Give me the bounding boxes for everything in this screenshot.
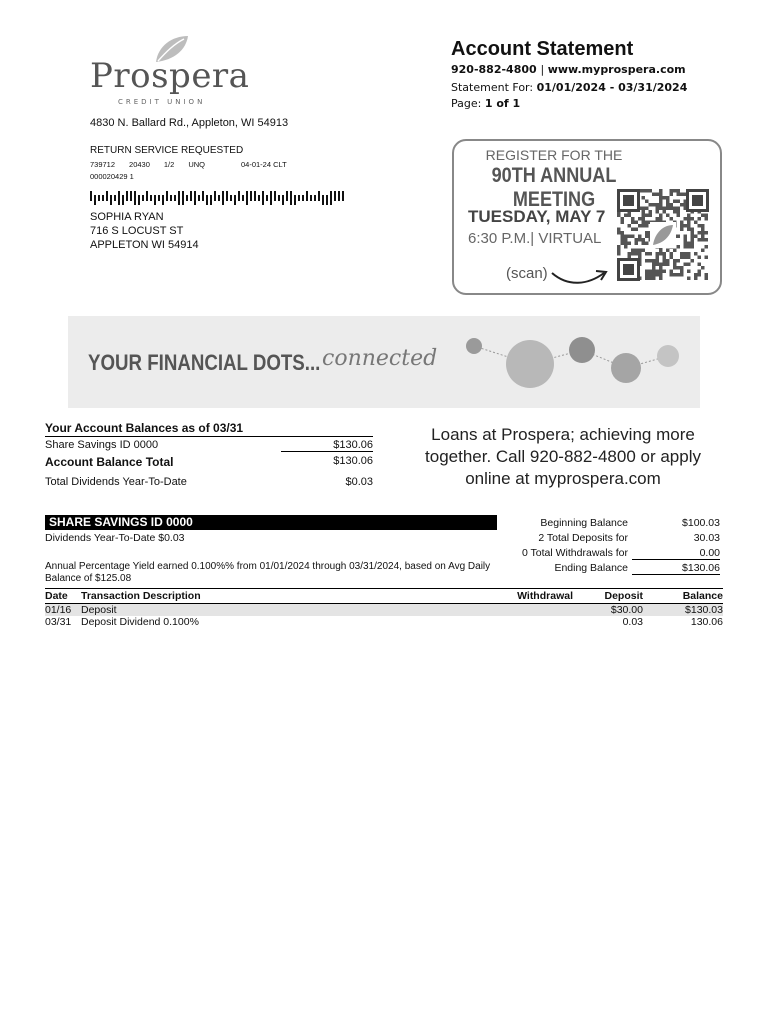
curved-arrow-icon bbox=[550, 265, 610, 287]
txn-balance: 130.06 bbox=[690, 616, 723, 628]
summary-label: 2 Total Deposits for bbox=[538, 532, 628, 544]
column-header-withdrawal: Withdrawal bbox=[501, 589, 573, 604]
balance-value: $0.03 bbox=[345, 476, 373, 488]
balance-row-total bbox=[45, 455, 373, 469]
balance-value: $130.06 bbox=[281, 439, 373, 452]
txn-date: 01/16 bbox=[45, 604, 81, 617]
page-value: 1 of 1 bbox=[484, 97, 521, 110]
statement-title: Account Statement bbox=[451, 38, 634, 60]
loans-promo-text: Loans at Prospera; achieving more together. Call 920-882-4800 or apply online at myprospera.com bbox=[425, 425, 701, 488]
table-row bbox=[45, 604, 723, 617]
meeting-time: 6:30 P.M.| VIRTUAL bbox=[468, 230, 602, 247]
bank-address: 4830 N. Ballard Rd., Appleton, WI 54913 bbox=[90, 117, 289, 129]
routing-field: 20430 bbox=[129, 160, 150, 169]
balance-label: Account Balance Total bbox=[45, 455, 174, 469]
account-section-header: SHARE SAVINGS ID 0000 bbox=[45, 515, 497, 530]
summary-total-withdrawals bbox=[480, 547, 720, 562]
summary-beginning-balance bbox=[480, 517, 720, 532]
balances-title: Your Account Balances as of 03/31 bbox=[45, 421, 373, 437]
recipient-city: APPLETON WI 54914 bbox=[90, 239, 199, 251]
txn-deposit: $30.00 bbox=[573, 604, 643, 617]
balance-row-share-savings bbox=[45, 439, 373, 451]
statement-contact: 920-882-4800 | www.myprospera.com bbox=[451, 63, 686, 76]
postal-barcode bbox=[90, 191, 346, 205]
transaction-table bbox=[45, 588, 723, 628]
prospera-logo bbox=[88, 34, 250, 106]
qr-code[interactable] bbox=[616, 188, 710, 282]
txn-deposit: 0.03 bbox=[622, 616, 643, 628]
bank-subname: CREDIT UNION bbox=[118, 98, 206, 106]
banner-script-text: connected bbox=[322, 346, 438, 371]
bank-name: Prospera bbox=[90, 56, 250, 96]
statement-page bbox=[451, 97, 520, 110]
recipient-name: SOPHIA RYAN bbox=[90, 211, 164, 223]
scan-label: (scan) bbox=[506, 265, 548, 282]
txn-withdrawal bbox=[501, 604, 573, 617]
annual-meeting-box bbox=[452, 139, 722, 295]
routing-line bbox=[90, 160, 301, 169]
table-header-row bbox=[45, 589, 723, 604]
column-header-deposit: Deposit bbox=[573, 589, 643, 604]
summary-total-deposits bbox=[480, 532, 720, 547]
column-header-balance: Balance bbox=[643, 589, 723, 604]
routing-line-2: 000020429 1 bbox=[90, 172, 134, 181]
balance-label: Total Dividends Year-To-Date bbox=[45, 476, 187, 488]
routing-field: 739712 bbox=[90, 160, 116, 169]
meeting-title: 90TH ANNUAL MEETING bbox=[491, 164, 617, 211]
balance-row-dividends bbox=[45, 476, 373, 488]
recipient-street: 716 S LOCUST ST bbox=[90, 225, 184, 237]
txn-description: Deposit bbox=[81, 604, 501, 617]
summary-label: Beginning Balance bbox=[540, 517, 628, 529]
table-row bbox=[45, 616, 723, 628]
summary-ending-balance bbox=[480, 562, 720, 577]
balance-value: $130.06 bbox=[333, 455, 373, 467]
phone-number: 920-882-4800 bbox=[451, 63, 537, 76]
column-header-date: Date bbox=[45, 589, 81, 604]
financial-dots-banner bbox=[68, 316, 700, 408]
txn-description: Deposit Dividend 0.100% bbox=[81, 616, 199, 628]
summary-value: $130.06 bbox=[632, 562, 720, 575]
txn-withdrawal bbox=[501, 616, 573, 628]
balance-label: Share Savings ID 0000 bbox=[45, 439, 159, 451]
routing-field: 04-01-24 CLT bbox=[241, 160, 287, 169]
routing-field: UNQ bbox=[188, 160, 205, 169]
summary-label: Ending Balance bbox=[554, 562, 628, 574]
txn-balance: $130.03 bbox=[643, 604, 723, 617]
page-label: Page: bbox=[451, 97, 482, 110]
recipient-address bbox=[90, 210, 199, 252]
apy-note: Annual Percentage Yield earned 0.100%% from 01/01/2024 through 03/31/2024, based on Avg Daily Balance of $125.08 bbox=[45, 561, 491, 584]
period-value: 01/01/2024 - 03/31/2024 bbox=[536, 81, 688, 94]
summary-value: 30.03 bbox=[693, 532, 720, 544]
connected-dots-graphic bbox=[458, 324, 688, 400]
return-service-notice: RETURN SERVICE REQUESTED bbox=[90, 145, 244, 156]
txn-date: 03/31 bbox=[45, 616, 72, 628]
routing-field: 1/2 bbox=[163, 160, 175, 169]
website-link[interactable]: www.myprospera.com bbox=[547, 63, 686, 76]
summary-value: 0.00 bbox=[632, 547, 720, 560]
dividends-ytd: Dividends Year-To-Date $0.03 bbox=[45, 532, 185, 544]
period-label: Statement For: bbox=[451, 81, 534, 94]
summary-label: 0 Total Withdrawals for bbox=[521, 547, 628, 559]
summary-value: $100.03 bbox=[682, 517, 720, 529]
banner-text: YOUR FINANCIAL DOTS... bbox=[88, 350, 321, 375]
column-header-description: Transaction Description bbox=[81, 589, 501, 604]
statement-period bbox=[451, 81, 687, 94]
meeting-register-text: REGISTER FOR THE bbox=[485, 147, 623, 163]
meeting-date: TUESDAY, MAY 7 bbox=[468, 207, 606, 226]
